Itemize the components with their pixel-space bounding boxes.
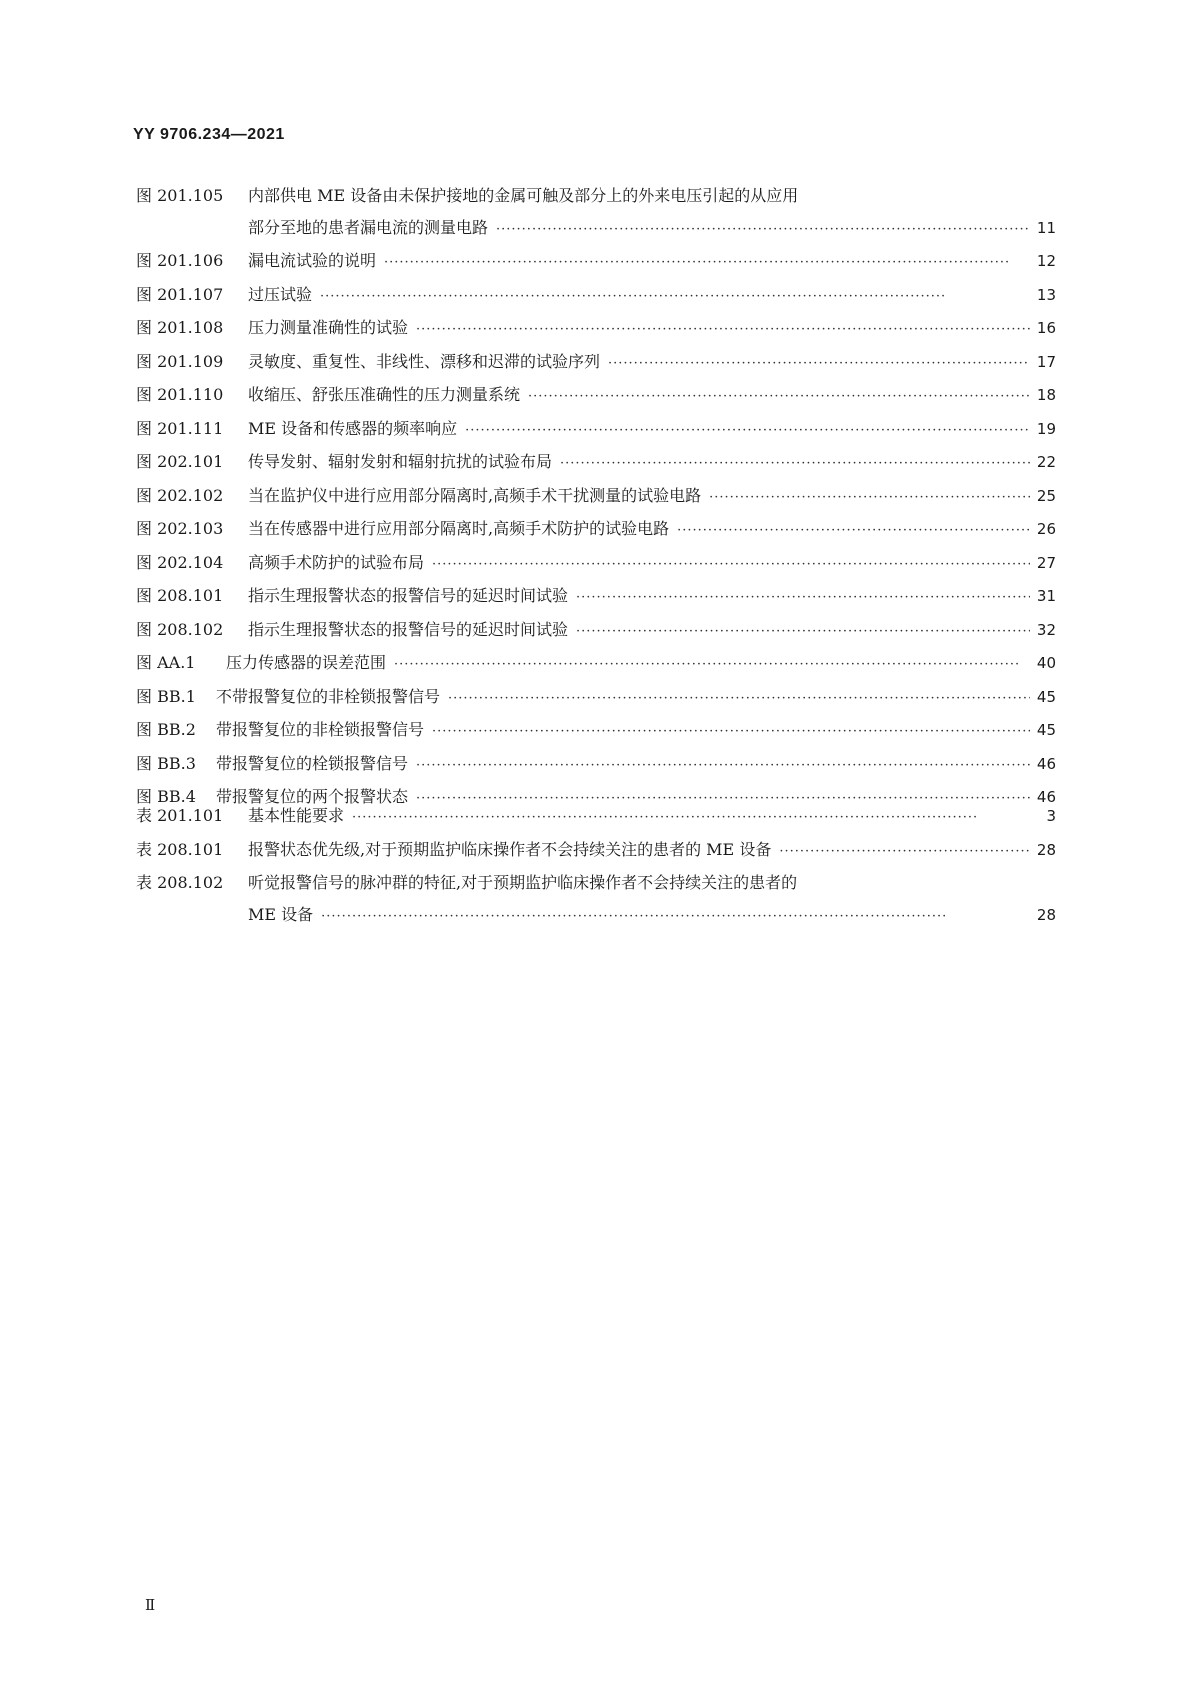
entry-page-number: 40	[1036, 654, 1056, 672]
entry-label: 图 201.108	[136, 318, 224, 337]
entry-page-number: 45	[1036, 687, 1056, 706]
entry-label: 图 201.109	[136, 351, 224, 371]
entry-page-number: 28	[1036, 840, 1056, 859]
leader-dots	[779, 836, 1030, 868]
figure-list	[136, 180, 1056, 815]
entry-label: 表 201.101	[136, 806, 224, 825]
toc-figure-entry[interactable]	[136, 245, 1056, 279]
entry-title: 收缩压、舒张压准确性的压力测量系统	[248, 385, 521, 404]
entry-page-number: 3	[1046, 807, 1056, 825]
entry-page-number: 27	[1036, 553, 1056, 572]
entry-page-number: 13	[1036, 285, 1056, 304]
entry-title: 传导发射、辐射发射和辐射抗扰的试验布局	[248, 452, 553, 471]
entry-page-number: 11	[1036, 218, 1056, 237]
toc-table-entry[interactable]	[136, 800, 1056, 834]
toc-figure-entry[interactable]	[136, 346, 1056, 380]
entry-page-number: 17	[1036, 352, 1056, 371]
entry-page-number: 19	[1036, 419, 1056, 438]
entry-page-number: 31	[1036, 587, 1056, 605]
toc-figure-entry[interactable]	[136, 180, 1056, 245]
entry-title: 带报警复位的两个报警状态	[216, 787, 409, 806]
entry-label: 图 201.107	[136, 284, 224, 304]
entry-title: 灵敏度、重复性、非线性、漂移和迟滞的试验序列	[248, 351, 601, 371]
entry-page-number: 22	[1036, 453, 1056, 471]
entry-page-number: 45	[1036, 721, 1056, 739]
toc-figure-entry[interactable]	[136, 513, 1056, 547]
entry-title: 高频手术防护的试验布局	[248, 552, 425, 572]
entry-title: 指示生理报警状态的报警信号的延迟时间试验	[248, 586, 569, 605]
entry-title: 当在监护仪中进行应用部分隔离时,高频手术干扰测量的试验电路	[248, 485, 702, 505]
entry-label: 图 BB.1	[136, 686, 196, 706]
entry-label: 表 208.102	[136, 873, 224, 892]
leader-dots	[576, 582, 1030, 614]
entry-title: 基本性能要求	[248, 806, 345, 825]
entry-title: 不带报警复位的非栓锁报警信号	[216, 686, 441, 706]
leader-dots	[677, 515, 1030, 547]
leader-dots	[416, 314, 1030, 346]
entry-label: 图 BB.2	[136, 720, 196, 739]
toc-figure-entry[interactable]	[136, 413, 1056, 447]
entry-page-number: 12	[1036, 252, 1056, 270]
entry-title: 压力测量准确性的试验	[248, 318, 409, 337]
entry-title: 压力传感器的误差范围	[226, 653, 387, 672]
table-list	[136, 800, 1056, 932]
entry-title: 带报警复位的非栓锁报警信号	[216, 720, 425, 739]
entry-title: 漏电流试验的说明	[248, 251, 377, 270]
leader-dots	[608, 348, 1030, 380]
toc-figure-entry[interactable]	[136, 446, 1056, 480]
entry-page-number: 26	[1036, 520, 1056, 538]
entry-title: 报警状态优先级,对于预期监护临床操作者不会持续关注的患者的 ME 设备	[248, 839, 772, 859]
entry-title: 带报警复位的栓锁报警信号	[216, 753, 409, 773]
entry-label: 图 201.111	[136, 418, 224, 438]
entry-page-number: 16	[1036, 319, 1056, 337]
entry-label: 图 208.102	[136, 619, 224, 639]
leader-dots	[576, 616, 1030, 648]
leader-dots	[416, 750, 1030, 782]
toc-figure-entry[interactable]	[136, 379, 1056, 413]
entry-label: 图 AA.1	[136, 653, 196, 672]
toc-figure-entry[interactable]	[136, 480, 1056, 514]
entry-label: 图 202.104	[136, 552, 224, 572]
leader-dots	[432, 716, 1030, 748]
entry-label: 图 201.106	[136, 251, 224, 270]
entry-title: 听觉报警信号的脉冲群的特征,对于预期监护临床操作者不会持续关注的患者的	[248, 873, 798, 892]
leader-dots	[432, 549, 1030, 581]
entry-page-number: 32	[1036, 620, 1056, 639]
entry-page-number: 46	[1036, 788, 1056, 806]
toc-figure-entry[interactable]	[136, 580, 1056, 614]
document-code: YY 9706.234—2021	[133, 126, 285, 143]
entry-label: 图 BB.3	[136, 753, 196, 773]
leader-dots	[320, 281, 1030, 313]
entry-page-number: 25	[1036, 486, 1056, 505]
toc-figure-entry[interactable]	[136, 748, 1056, 782]
entry-title: 指示生理报警状态的报警信号的延迟时间试验	[248, 619, 569, 639]
entry-page-number: 18	[1036, 386, 1056, 404]
leader-dots	[384, 247, 1030, 279]
entry-label: 图 202.102	[136, 485, 224, 505]
entry-label: 图 202.103	[136, 519, 224, 538]
leader-dots	[496, 214, 1030, 246]
toc-figure-entry[interactable]	[136, 714, 1056, 748]
page-number-roman: Ⅱ	[145, 1596, 156, 1614]
toc-table-entry[interactable]	[136, 834, 1056, 868]
leader-dots	[448, 683, 1030, 715]
entry-title: 当在传感器中进行应用部分隔离时,高频手术防护的试验电路	[248, 519, 670, 538]
leader-dots	[352, 802, 1030, 834]
toc-figure-entry[interactable]	[136, 312, 1056, 346]
leader-dots	[709, 482, 1030, 514]
entry-label: 图 208.101	[136, 586, 224, 605]
toc-table-entry[interactable]	[136, 867, 1056, 932]
entry-label: 图 BB.4	[136, 787, 196, 806]
toc-figure-entry[interactable]	[136, 279, 1056, 313]
leader-dots	[394, 649, 1030, 681]
entry-label: 图 202.101	[136, 452, 224, 471]
leader-dots	[321, 901, 1030, 933]
entry-title: 部分至地的患者漏电流的测量电路	[248, 217, 489, 237]
entry-title: ME 设备和传感器的频率响应	[248, 418, 458, 438]
toc-figure-entry[interactable]	[136, 681, 1056, 715]
entry-title: ME 设备	[248, 904, 314, 924]
entry-page-number: 46	[1036, 754, 1056, 773]
leader-dots	[528, 381, 1030, 413]
leader-dots	[560, 448, 1030, 480]
entry-title: 内部供电 ME 设备由未保护接地的金属可触及部分上的外来电压引起的从应用	[248, 186, 799, 205]
entry-title: 过压试验	[248, 284, 313, 304]
entry-label: 图 201.110	[136, 385, 224, 404]
entry-label: 图 201.105	[136, 186, 224, 205]
toc-figure-entry[interactable]	[136, 614, 1056, 648]
entry-label: 表 208.101	[136, 839, 224, 859]
toc-figure-entry[interactable]	[136, 647, 1056, 681]
toc-figure-entry[interactable]	[136, 547, 1056, 581]
leader-dots	[465, 415, 1030, 447]
entry-page-number: 28	[1036, 905, 1056, 924]
